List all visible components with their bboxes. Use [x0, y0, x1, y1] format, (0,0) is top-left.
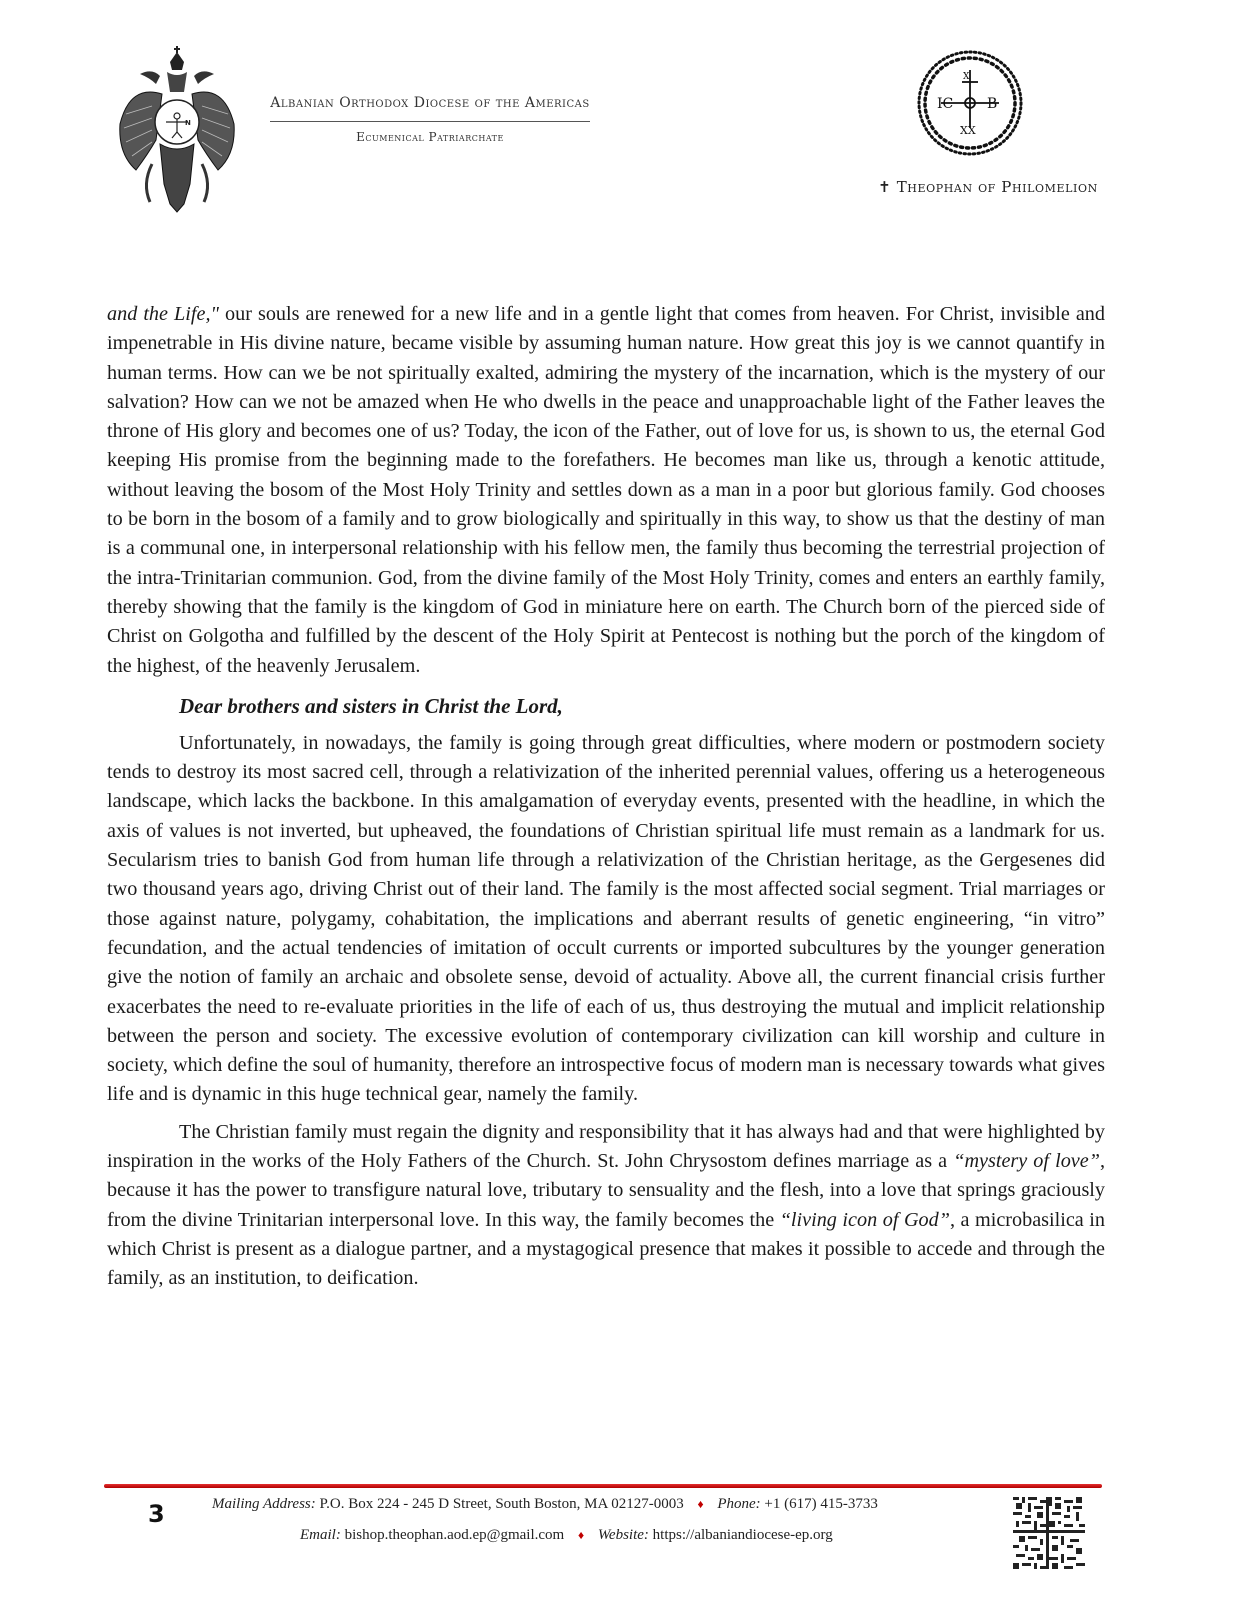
website-label: Website:	[597, 1527, 649, 1543]
diamond-separator-icon: ♦	[697, 1497, 704, 1511]
paragraph-1-lead-italic: and the Life,"	[107, 303, 219, 325]
patriarchate-name: Ecumenical Patriarchate	[356, 130, 504, 144]
phone-value: +1 (617) 415-3733	[764, 1496, 878, 1512]
paragraph-1-text: our souls are renewed for a new life and in a gentle light that comes from heaven. For Christ, invisible and impenetrable in His divine nature, became visible by assuming human nature. How great this joy is we cannot quantify in human terms. How can we be not spiritually exalted, admiring the mystery of the incarnation, which is the mystery of our salvation? How can we not be amazed when He who dwells in the peace and unapproachable light of the Father leaves the throne of His glory and becomes one of us? Today, the icon of the Father, out of love for us, is shown to us, the eternal God keeping His promise from the beginning made to the forefathers. He becomes man like us, through a kenotic attitude, without leaving the bosom of the Most Holy Trinity and settles down as a man in a poor but glorious family. God chooses to be born in the bosom of a family and to grow biologically and spiritually in this way, to show us that the destiny of man is a communal one, in interpersonal relationship with his fellow men, the family thus becoming the terrestrial projection of the intra-Trinitarian communion. God, from the divine family of the Most Holy Trinity, comes and enters an earthly family, thereby showing that the family is the kingdom of God in miniature here on earth. The Church born of the pierced side of Christ on Golgotha and fulfilled by the descent of the Holy Spirit at Pentecost is nothing but the porch of the kingdom of the highest, of the heavenly Jerusalem.	[107, 303, 1105, 677]
website-link[interactable]: https://albaniandiocese-ep.org	[652, 1527, 833, 1543]
diocese-header	[270, 95, 590, 144]
header-divider	[270, 121, 590, 122]
svg-text:XX: XX	[960, 124, 976, 137]
paragraph-3-text-c: , a microbasilica in which Christ is present as a dialogue partner, and a mystagogical presence that makes it possible to accede and through the family, as an institution, to deification.	[107, 1208, 1105, 1290]
svg-text:N: N	[185, 119, 191, 127]
footer-contact-line-1	[212, 1496, 878, 1513]
footer-contact-line-2	[300, 1527, 833, 1544]
paragraph-2: Unfortunately, in nowadays, the family is going through great difficulties, where modern or postmodern society tends to destroy its most sacred cell, through a relativization of the inherited perennial values, offering us a heterogeneous landscape, which lacks the backbone. In this amalgamation of everyday events, presented with the headline, in which the axis of values is not inverted, but upheaved, the foundations of Christian spiritual life must remain as a landmark for us. Secularism tries to banish God from human life through a relativization of the Christian heritage, as the Gergesenes did two thousand years ago, driving Christ out of their land. The family is the most affected social segment. Trial marriages or those against nature, polygamy, cohabitation, the implications and aberrant results of genetic engineering, “in vitro” fecundation, and the actual tendencies of imitation of occult currents or imported subcultures by the younger generation give the notion of family an archaic and obsolete sense, devoid of actuality. Above all, the current financial crisis further exacerbates the need to re-evaluate priorities in the life of each of us, thus destroying the mutual and implicit relationship between the person and society. The excessive evolution of contemporary civilization can kill worship and culture in society, which define the soul of humanity, therefore an introspective focus of modern man is necessary towards what gives life and is dynamic in this huge technical gear, namely the family.	[107, 731, 1105, 1106]
phone-label: Phone:	[717, 1496, 761, 1512]
diamond-separator-icon: ♦	[577, 1528, 585, 1542]
page-number: 3	[148, 1500, 165, 1528]
ic-xc-nika-cross-seal-icon	[915, 48, 1025, 158]
mailing-address-value: P.O. Box 224 - 245 D Street, South Boston, MA 02127-0003	[319, 1496, 684, 1512]
quote-living-icon-of-god: “living icon of God”	[779, 1208, 950, 1231]
svg-text:IC: IC	[937, 96, 954, 112]
diocese-name: Albanian Orthodox Diocese of the Americas	[270, 95, 590, 111]
email-link[interactable]: bishop.theophan.aod.ep@gmail.com	[344, 1527, 565, 1543]
footer-divider	[104, 1484, 1102, 1488]
greeting-heading: Dear brothers and sisters in Christ the Lord,	[179, 693, 563, 718]
mailing-address-label: Mailing Address:	[212, 1496, 316, 1512]
paragraph-3-text-a: The Christian family must regain the dignity and responsibility that it has always had and that were highlighted by inspiration in the works of the Holy Fathers of the Church. St. John Chrysostom defines marriage as a	[107, 1120, 1105, 1173]
bishop-name: ✝ Theophan of Philomelion	[878, 178, 1098, 196]
paragraph-3-text-b: , because it has the power to transfigure natural love, tributary to sensuality and the flesh, into a love that springs graciously from the divine Trinitarian interpersonal love. In this way, the family becomes the	[107, 1150, 1105, 1231]
email-label: Email:	[300, 1527, 341, 1543]
svg-text:B: B	[987, 96, 998, 112]
letter-body	[107, 300, 1105, 1294]
quote-mystery-of-love: “mystery of love”	[953, 1150, 1100, 1173]
paragraph-3	[107, 1118, 1105, 1294]
paragraph-1	[107, 300, 1105, 681]
double-headed-eagle-crest-icon	[112, 44, 242, 214]
svg-text:X: X	[963, 72, 970, 82]
qr-code-icon	[1013, 1497, 1085, 1569]
